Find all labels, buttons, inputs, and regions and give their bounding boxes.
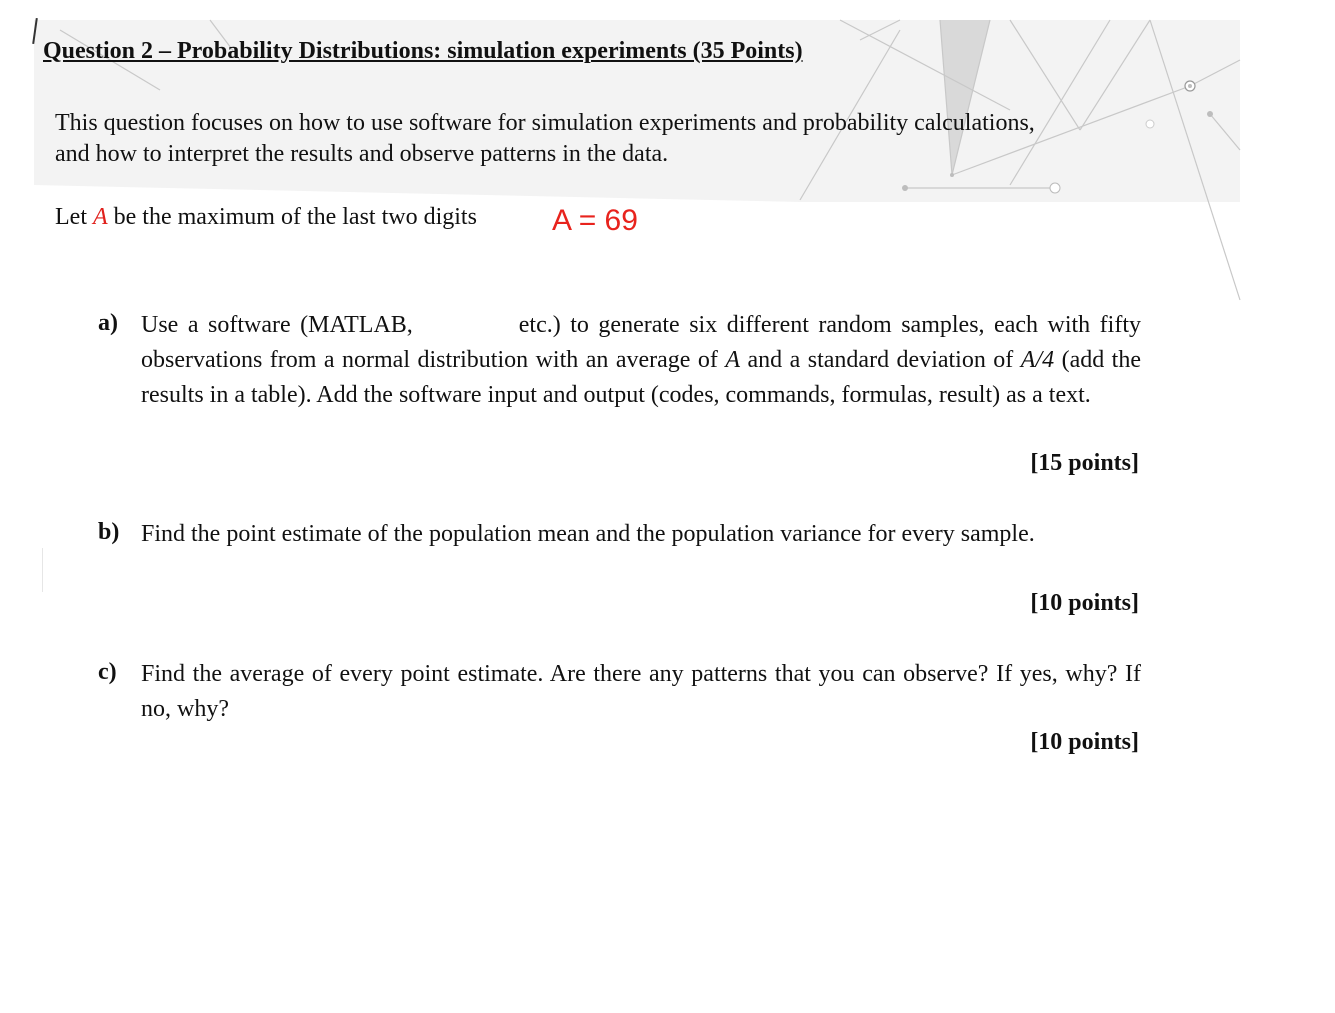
part-a-label: a) <box>98 310 118 336</box>
part-a-text-4: (add the results in a table). Add the software input and output (codes, commands, formulas, result) as a text. <box>141 347 1142 408</box>
intro-line-2: and how to interpret the results and observe patterns in the data. <box>55 141 669 167</box>
part-c-points: [10 points] <box>1030 729 1139 755</box>
part-a-text-1: Use a software (MATLAB, <box>141 312 413 338</box>
part-b-label: b) <box>98 519 120 545</box>
definition-prefix: Let <box>55 204 93 230</box>
part-a-points: [15 points] <box>1030 450 1139 476</box>
part-a-text-2: etc.) to generate six different random samples, each with fifty observations from a normal distribution with an average of <box>141 312 1141 373</box>
part-b-points: [10 points] <box>1030 590 1139 616</box>
part-a-text <box>141 308 1141 413</box>
definition-line <box>55 204 477 231</box>
part-b-text: Find the point estimate of the population mean and the population variance for every sample. <box>141 521 1035 547</box>
part-c-label: c) <box>98 659 117 685</box>
intro-paragraph <box>55 108 1035 170</box>
part-c-text: Find the average of every point estimate. Are there any patterns that you can observe? If yes, why? If no, why? <box>141 661 1141 722</box>
variable-a: A <box>92 204 108 230</box>
intro-line-1: This question focuses on how to use software for simulation experiments and probability calculations, <box>55 110 1035 136</box>
page-title: Question 2 – Probability Distributions: simulation experiments (35 Points) <box>43 38 803 64</box>
margin-line <box>42 548 43 592</box>
part-a-text-3: and a standard deviation of <box>740 347 1021 373</box>
a-value-annotation: A = 69 <box>552 204 638 237</box>
part-a-var-a: A <box>725 347 741 373</box>
part-a-var-a-over-4: A/4 <box>1020 347 1055 373</box>
definition-suffix: be the maximum of the last two digits <box>107 204 477 230</box>
